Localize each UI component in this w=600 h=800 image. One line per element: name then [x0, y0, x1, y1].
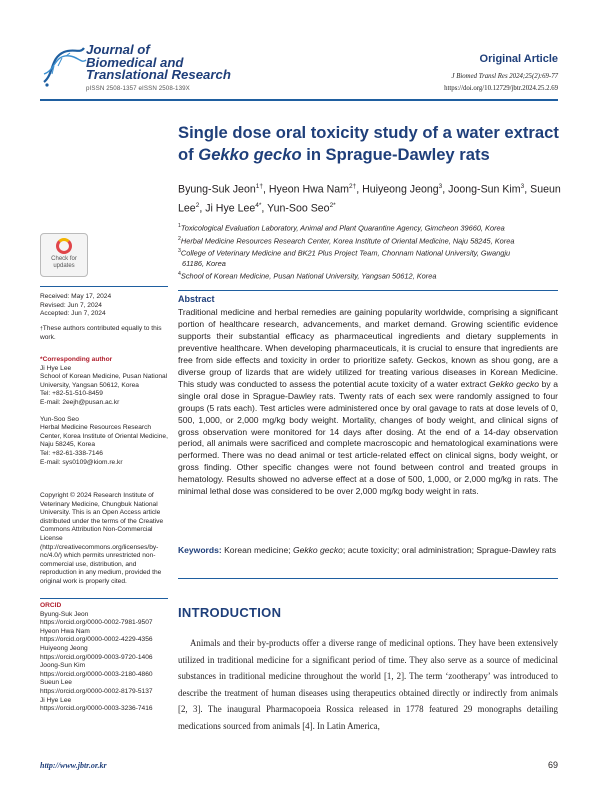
- journal-logo-icon: [40, 44, 88, 88]
- paper-title: [178, 122, 568, 166]
- affiliation-text: Herbal Medicine Resources Research Center, Korea Institute of Oriental Medicine, Naju 58245, Korea: [180, 236, 515, 246]
- equal-contribution-note: [40, 325, 168, 342]
- affiliation-num: 4: [178, 271, 181, 278]
- abstract-text: [178, 307, 558, 498]
- author-sup: 4*: [255, 201, 262, 209]
- issn: pISSN 2508-1357 eISSN 2508-139X: [86, 85, 190, 92]
- corr-author2-address: Herbal Medicine Resources Research Center, Korea Institute of Oriental Medicine, Naju 58245, Korea: [40, 424, 168, 449]
- keywords-species: Gekko gecko: [292, 545, 343, 555]
- affiliation: [178, 234, 568, 247]
- accepted-date: Accepted: Jun 7, 2024: [40, 310, 106, 318]
- corr-author1-email[interactable]: E-mail: 2eejh@pusan.ac.kr: [40, 398, 120, 406]
- affiliation: [178, 269, 568, 282]
- keywords-label: Keywords:: [178, 545, 222, 555]
- orcid-link[interactable]: https://orcid.org/0000-0003-2180-4860: [40, 670, 153, 678]
- abstract-part-b: by a single oral dose in Sprague-Dawley rats. Twenty rats of each sex were randomly assigned to four groups (5 rats each). Test articles were administered once by oral gavage to rats at dose levels of 0, 500, 1,000, or 2,000 mg/kg body weight. Mortality, changes of body weight, and clinical signs of gross observation were monitored for 14 days after dosing. At the end of a 14-day observation period, all animals were sacrificed and complete macroscopic and hematological examinations were performed. There was no dead animal or test article-related effect on clinical signs, body weight, or gross finding. Other specific changes were not found between control and treated groups in hematology. Results showed no adverse effect at a dose of 500, 1,000, or 2,000 mg/kg in rats. The minimal lethal dose was considered to be over 2,000 mg/kg body weight in rats.: [178, 378, 559, 497]
- check-updates-label-1: Check for: [51, 256, 77, 262]
- affiliation: [178, 221, 568, 234]
- keywords-divider: [178, 578, 558, 579]
- abstract-divider: [178, 290, 558, 291]
- orcid-link[interactable]: https://orcid.org/0000-0002-8179-5137: [40, 687, 153, 695]
- title-species: Gekko gecko: [198, 145, 302, 164]
- keywords-part-a: Korean medicine;: [221, 545, 293, 555]
- check-for-updates-button[interactable]: [40, 233, 88, 277]
- orcid-author: Byung-Suk Jeon: [40, 610, 89, 618]
- abstract-part-a: Traditional medicine and herbal remedies are gaining popularity worldwide, comprising a significant portion of healthcare research, advancements, and market demand. Growing scientific evidence supports their substantial efficacy as pharmaceutical ingredients and dietary supplements in preventive healthcare. When developing pharmaceuticals, it is crucial to ensure that ingredients are free from side effects and toxicity in order to prioritize safety. Geckos, known as shou gong, are a diverse group of lizards that are widely utilized for treating various diseases in Korean Medicine. This study was conducted to assess the potential acute toxicity of a water extract: [178, 307, 558, 389]
- orcid-block: [40, 602, 168, 714]
- author-name: Hyeon Hwa Nam: [268, 183, 349, 196]
- affiliation: [178, 246, 568, 259]
- author-name: Yun-Soo Seo: [267, 202, 330, 215]
- orcid-author: Huiyeong Jeong: [40, 644, 88, 652]
- author-sup: 3: [520, 183, 525, 190]
- orcid-author: Sueun Lee: [40, 679, 72, 687]
- received-date: Received: May 17, 2024: [40, 293, 112, 300]
- corr-author1-tel: Tel: +82-51-510-8459: [40, 390, 103, 398]
- author-list: Byung-Suk Jeon$^{1\dagger}$, Hyeon Hwa Nam$^{2\dagger}$, Huiyeong Jeong$^3$, Joong-Sun Kim$^3$, Sueun Lee$^2$, Ji Hye Lee$^{4*}$, Yun-Soo Seo$^{2*}$: [178, 183, 561, 215]
- journal-name-line3: Translational Research: [86, 67, 231, 83]
- affiliation-num: 2: [178, 235, 181, 242]
- author-sup: 2: [195, 201, 200, 209]
- orcid-heading: ORCID: [40, 602, 62, 609]
- orcid-author: Hyeon Hwa Nam: [40, 627, 90, 635]
- corresponding-author-block: [40, 356, 168, 467]
- header-divider: [40, 99, 558, 101]
- corr-author2-name: Yun-Soo Seo: [40, 415, 79, 423]
- introduction-text: Animals and their by-products offer a diverse range of medicinal options. They have been extensively utilized in traditional medicine for a significant period of time. They also serve as a source of medicinal substances in traditional medicine throughout the world [1, 2]. The term ‘zootherapy’ was introduced to describe the treatment of human diseases using therapeutics obtained directly or indirectly from animals [2, 3]. The inaugural Pharmacopoeia Rossica released in 1778 featured 29 monographs detailing medications sourced from animals [4]. In Latin America,: [178, 638, 558, 731]
- doi-link[interactable]: https://doi.org/10.12729/jbtr.2024.25.2.69: [444, 85, 558, 92]
- equal-contribution-text: These authors contributed equally to this work.: [40, 325, 162, 341]
- article-type: Original Article: [479, 53, 558, 65]
- author-name: Byung-Suk Jeon: [178, 183, 256, 196]
- keywords-part-b: ; acute toxicity; oral administration; Sprague-Dawley rats: [342, 545, 557, 555]
- revised-date: Revised: Jun 7, 2024: [40, 301, 102, 309]
- introduction-heading: INTRODUCTION: [178, 605, 282, 620]
- check-updates-icon: [56, 238, 72, 254]
- page-number: 69: [547, 760, 558, 770]
- corr-author1-address: School of Korean Medicine, Pusan National University, Yangsan 50612, Korea: [40, 373, 168, 389]
- orcid-link[interactable]: https://orcid.org/0000-0003-3236-7416: [40, 705, 153, 713]
- abstract-species: Gekko gecko: [488, 378, 540, 389]
- article-dates: [40, 293, 168, 319]
- journal-name-line1: Journal of: [86, 42, 150, 57]
- affiliation-num: 3: [178, 248, 181, 255]
- orcid-author: Joong-Sun Kim: [40, 662, 86, 670]
- orcid-link[interactable]: https://orcid.org/0009-0003-9720-1406: [40, 653, 153, 661]
- author-sup: 1†: [255, 183, 263, 190]
- author-name: Joong-Sun Kim: [448, 183, 521, 196]
- copyright-notice: Copyright © 2024 Research Institute of Veterinary Medicine, Chungbuk National University. This is an Open Access article distributed under the terms of the Creative Commons Attribution Non-Commercial License (http://creativecommons.org/licenses/by-nc/4.0/) which permits unrestricted non-commercial use, distribution, and reproduction in any medium, provided the original work is properly cited.: [40, 492, 164, 585]
- footer-url[interactable]: http://www.jbtr.or.kr: [40, 761, 107, 770]
- orcid-author: Ji Hye Lee: [40, 696, 72, 704]
- orcid-link[interactable]: https://orcid.org/0000-0002-7981-9507: [40, 619, 153, 627]
- left-column-divider: [40, 286, 168, 287]
- spacer: [40, 408, 168, 416]
- orcid-link[interactable]: https://orcid.org/0000-0002-4229-4356: [40, 636, 153, 644]
- corr-author1-name: Ji Hye Lee: [40, 364, 72, 372]
- keywords: [178, 545, 558, 557]
- author-sup: 2*: [329, 201, 336, 209]
- affiliation-text: School of Korean Medicine, Pusan National University, Yangsan 50612, Korea: [180, 271, 437, 281]
- journal-name-line2: Biomedical and: [86, 54, 184, 70]
- citation: J Biomed Transl Res 2024;25(2):69-77: [451, 73, 558, 80]
- affiliation-text: College of Veterinary Medicine and BK21 Plus Project Team, Chonnam National University, Gwangju: [180, 248, 511, 258]
- check-updates-label-2: updates: [53, 262, 75, 269]
- title-part2: in Sprague-Dawley rats: [301, 145, 490, 164]
- dagger-symbol: †: [40, 326, 43, 332]
- affiliation-continued: [178, 259, 568, 269]
- corr-author2-email[interactable]: E-mail: sys0109@kiom.re.kr: [40, 458, 123, 466]
- corr-author2-tel: Tel: +82-61-338-7146: [40, 449, 103, 457]
- title-part1: Single dose oral toxicity study of a water extract of: [178, 123, 559, 164]
- corresponding-heading: *Corresponding author: [40, 356, 113, 363]
- orcid-divider: [40, 598, 168, 599]
- author-sup: 2†: [348, 183, 357, 190]
- abstract-heading: Abstract: [178, 294, 215, 304]
- author-name: Ji Hye Lee: [205, 202, 256, 215]
- affiliation-list: [178, 221, 568, 282]
- affiliation-text: Toxicological Evaluation Laboratory, Animal and Plant Quarantine Agency, Gimcheon 39660, Korea: [180, 223, 505, 233]
- author-name: Sueun Lee: [178, 183, 561, 215]
- author-name: Huiyeong Jeong: [362, 183, 439, 196]
- journal-name: [86, 44, 231, 82]
- affiliation-text: 61186, Korea: [182, 259, 226, 269]
- affiliation-num: 1: [178, 223, 181, 229]
- author-sup: 3: [438, 183, 443, 190]
